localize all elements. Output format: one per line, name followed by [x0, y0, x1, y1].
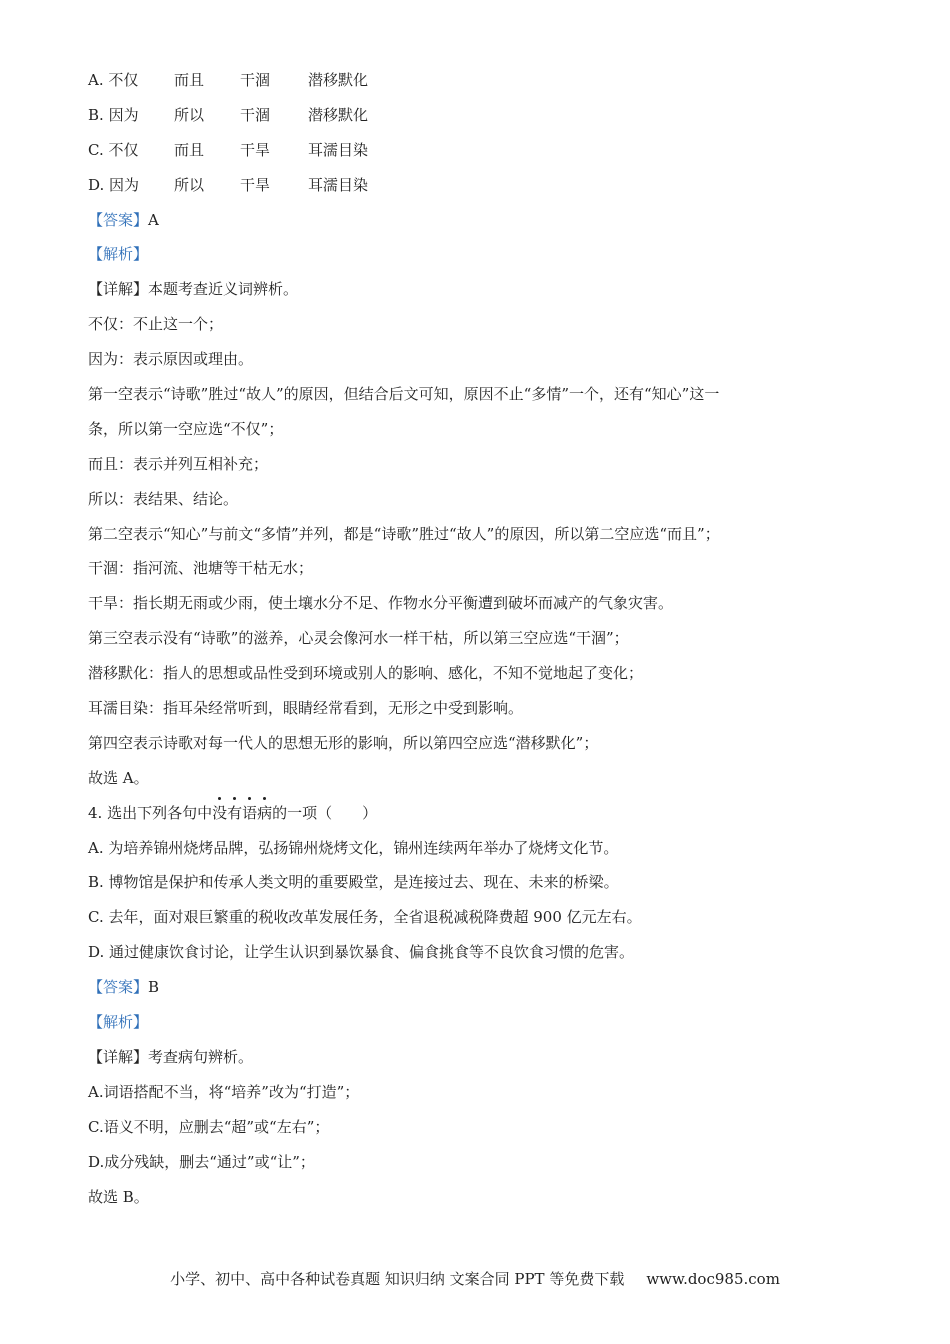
q3-analysis-line: 第一空表示“诗歌”胜过“故人”的原因，但结合后文可知，原因不止“多情”一个，还有“知心”这一 [88, 385, 720, 404]
q4-detail: 【详解】考查病句辨析。 [88, 1047, 254, 1066]
q4-option-a: A. 为培养锦州烧烤品牌，弘扬锦州烧烤文化，锦州连续两年举办了烧烤文化节。 [88, 838, 619, 857]
footer-text: 小学、初中、高中各种试卷真题 知识归纳 文案合同 PPT 等免费下载 [170, 1270, 625, 1288]
q3-analysis-line: 干涸：指河流、池塘等干枯无水； [88, 559, 314, 578]
footer-url: www.doc985.com [646, 1270, 780, 1288]
q3-analysis-line: 因为：表示原因或理由。 [88, 350, 254, 369]
q3-analysis-line: 第二空表示“知心”与前文“多情”并列，都是“诗歌”胜过“故人”的原因，所以第二空应选“而且”； [88, 524, 720, 543]
q3-option-d: D. 因为 所以 干旱 耳濡目染 [88, 175, 369, 194]
q4-analysis-line: D.成分残缺，删去“通过”或“让”； [88, 1152, 315, 1171]
q4-analysis-heading: 【解析】 [88, 1013, 149, 1032]
q4-option-b: B. 博物馆是保护和传承人类文明的重要殿堂，是连接过去、现在、未来的桥梁。 [88, 873, 619, 892]
q4-option-c: C. 去年，面对艰巨繁重的税收改革发展任务，全省退税减税降费超 900 亿元左右。 [88, 908, 642, 927]
page-footer [0, 1268, 950, 1290]
emphasis-char: 没 [212, 803, 228, 822]
answer-tag: 【答案】 [88, 978, 149, 997]
answer-tag: 【答案】 [88, 210, 149, 229]
q3-option-b: B. 因为 所以 干涸 潜移默化 [88, 105, 369, 124]
q4-conclusion: 故选 B。 [88, 1187, 149, 1206]
q3-analysis-line: 所以：表结果、结论。 [88, 489, 239, 508]
q3-analysis-line: 不仅：不止这一个； [88, 315, 224, 334]
q3-option-a: A. 不仅 而且 干涸 潜移默化 [88, 71, 369, 89]
q3-analysis-heading: 【解析】 [88, 245, 149, 264]
q3-analysis-line: 干旱：指长期无雨或少雨，使土壤水分不足、作物水分平衡遭到破坏而减产的气象灾害。 [88, 594, 674, 613]
document-page [88, 70, 878, 1221]
answer-value: A [148, 210, 159, 229]
q3-analysis-line: 第四空表示诗歌对每一代人的思想无形的影响，所以第四空应选“潜移默化”； [88, 733, 599, 752]
q4-option-d: D. 通过健康饮食讨论，让学生认识到暴饮暴食、偏食挑食等不良饮食习惯的危害。 [88, 943, 635, 962]
q4-question: 4. 选出下列各句中没有语病的一项（ ） [88, 803, 378, 822]
q3-analysis-line: 条，所以第一空应选“不仅”； [88, 419, 284, 438]
q3-option-c: C. 不仅 而且 干旱 耳濡目染 [88, 140, 369, 159]
q4-answer [88, 977, 878, 997]
q3-analysis-line: 第三空表示没有“诗歌”的滋养，心灵会像河水一样干枯，所以第三空应选“干涸”； [88, 629, 629, 648]
emphasis-char: 病 [257, 803, 273, 822]
q3-analysis-line: 潜移默化：指人的思想或品性受到环境或别人的影响、感化，不知不觉地起了变化； [88, 664, 644, 683]
q4-analysis-line: A.词语搭配不当，将“培养”改为“打造”； [88, 1082, 360, 1101]
q3-conclusion: 故选 A。 [88, 768, 149, 787]
q3-analysis-line: 耳濡目染：指耳朵经常听到，眼睛经常看到，无形之中受到影响。 [88, 699, 524, 718]
q4-analysis-line: C.语义不明，应删去“超”或“左右”； [88, 1117, 330, 1136]
answer-value: B [148, 978, 160, 997]
q3-answer [88, 210, 878, 230]
emphasis-char: 有 [227, 803, 243, 822]
q3-detail: 【详解】本题考查近义词辨析。 [88, 280, 299, 299]
emphasis-char: 语 [242, 803, 258, 822]
q3-analysis-line: 而且：表示并列互相补充； [88, 454, 269, 473]
